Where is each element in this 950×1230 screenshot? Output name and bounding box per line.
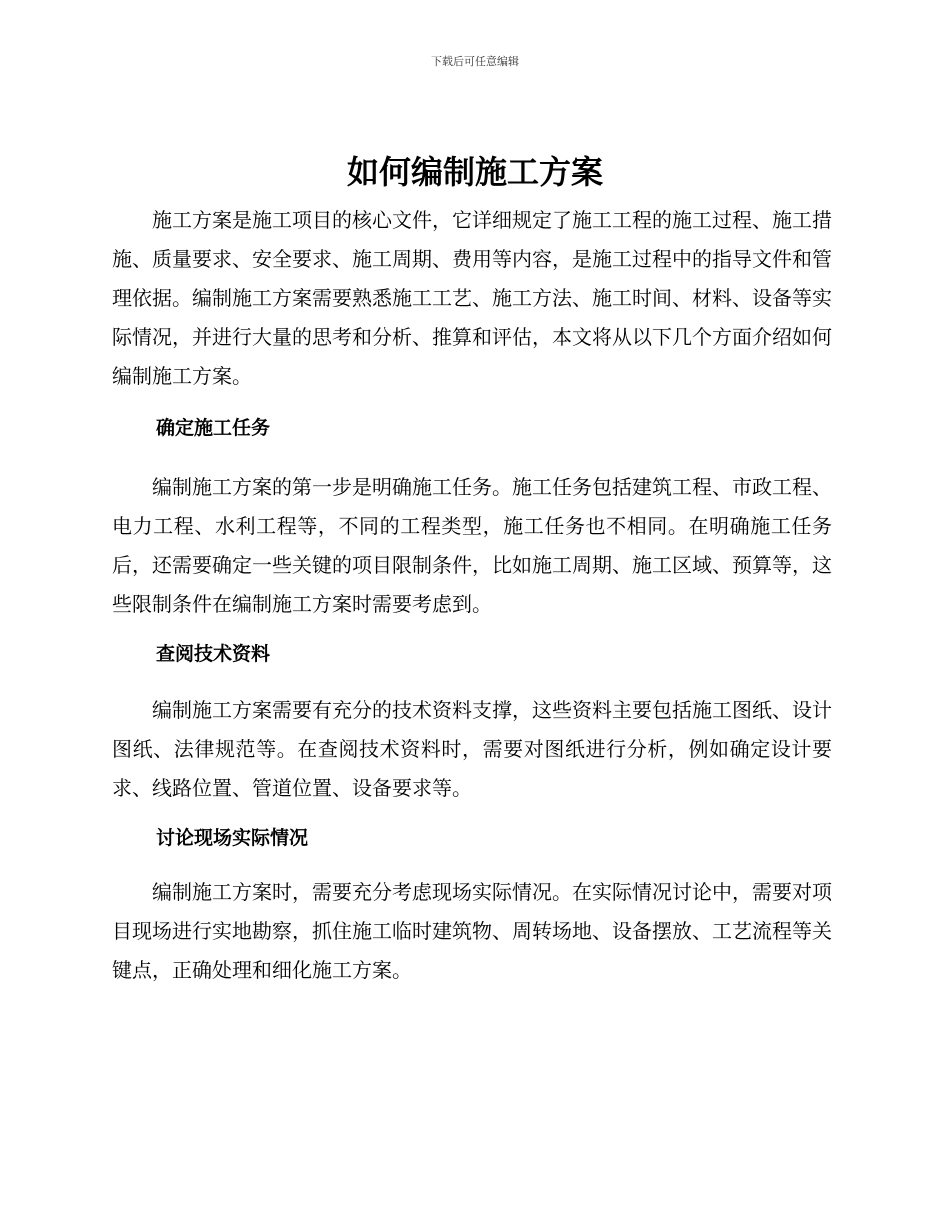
section-paragraph: 编制施工方案的第一步是明确施工任务。施工任务包括建筑工程、市政工程、电力工程、水利工程等，不同的工程类型，施工任务也不相同。在明确施工任务后，还需要确定一些关键的项目限制条件，比如施工周期、施工区域、预算等，这些限制条件在编制施工方案时需要考虑到。 [112,475,832,616]
intro-paragraph: 施工方案是施工项目的核心文件，它详细规定了施工工程的施工过程、施工措施、质量要求、安全要求、施工周期、费用等内容，是施工过程中的指导文件和管理依据。编制施工方案需要熟悉施工工艺、施工方法、施工时间、材料、设备等实际情况，并进行大量的思考和分析、推算和评估，本文将从以下几个方面介绍如何编制施工方案。 [112,208,832,388]
section-paragraph: 编制施工方案时，需要充分考虑现场实际情况。在实际情况讨论中，需要对项目现场进行实地勘察，抓住施工临时建筑物、周转场地、设备摆放、工艺流程等关键点，正确处理和细化施工方案。 [112,880,832,982]
section-paragraph: 编制施工方案需要有充分的技术资料支撑，这些资料主要包括施工图纸、设计图纸、法律规范等。在查阅技术资料时，需要对图纸进行分析，例如确定设计要求、线路位置、管道位置、设备要求等。 [112,698,832,800]
section-heading: 确定施工任务 [156,417,271,439]
section-heading: 讨论现场实际情况 [156,827,309,849]
document-title: 如何编制施工方案 [346,153,603,191]
document-body [112,201,832,990]
section-heading: 查阅技术资料 [156,643,271,665]
page-header-note: 下载后可任意编辑 [431,55,519,68]
